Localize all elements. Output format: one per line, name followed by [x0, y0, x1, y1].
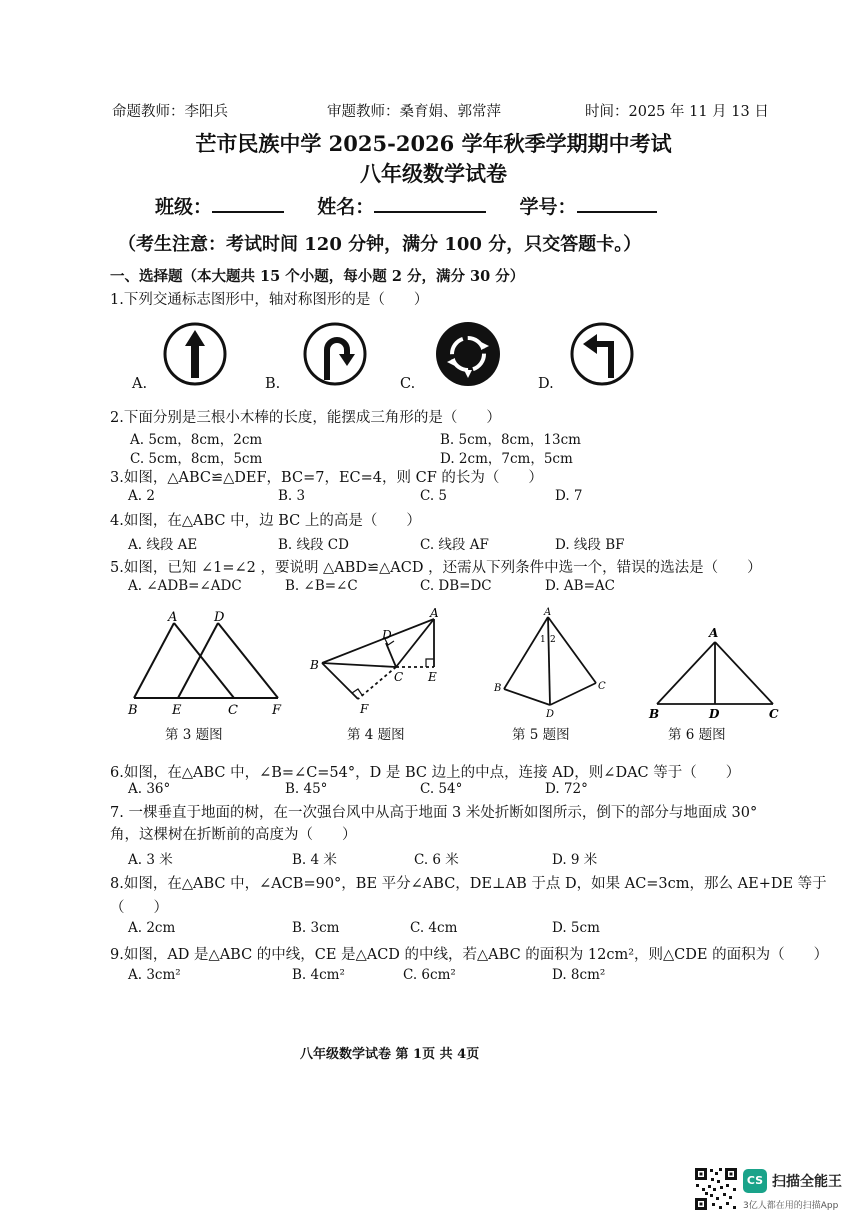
q1-option-a: A.: [132, 376, 148, 392]
q4-option-c: C. 线段 AF: [420, 537, 489, 553]
q7-option-a: A. 3 米: [128, 852, 173, 868]
q3-option-d: D. 7: [555, 488, 583, 504]
student-info: [155, 192, 657, 219]
figure-q6: [645, 620, 790, 720]
q8-option-d: D. 5cm: [552, 920, 600, 936]
fig5-label-1: 1: [540, 635, 546, 645]
q4-stem: 4.如图，在△ABC 中，边 BC 上的高是（ ）: [110, 513, 421, 529]
fig6-label-c: C: [769, 707, 779, 720]
q6-stem: 6.如图，在△ABC 中，∠B=∠C=54°，D 是 BC 边上的中点，连接 AD，则∠DAC 等于（ ）: [110, 765, 741, 781]
q2-stem: 2.下面分别是三根小木棒的长度，能摆成三角形的是（ ）: [110, 410, 501, 426]
section-heading: 一、选择题（本大题共 15 个小题，每小题 2 分，满分 30 分）: [110, 268, 525, 285]
q9-stem: 9.如图，AD 是△ABC 的中线，CE 是△ACD 的中线，若△ABC 的面积为 12cm²，则△CDE 的面积为（ ）: [110, 947, 829, 963]
page-footer: 八年级数学试卷 第 1页 共 4页: [300, 1047, 480, 1062]
q1-option-b: B.: [265, 376, 281, 392]
q2-option-a: A. 5cm，8cm，2cm: [130, 432, 263, 448]
id-label: 学号：: [519, 196, 577, 218]
q9-option-d: D. 8cm²: [552, 967, 606, 983]
fig3-label-a: A: [168, 610, 178, 625]
q3-option-a: A. 2: [128, 488, 155, 504]
name-label: 姓名：: [317, 196, 375, 218]
fig4-label-e: E: [428, 670, 437, 684]
author-line: 命题教师：李阳兵: [112, 104, 228, 120]
q8-stem-line1: 8.如图，在△ABC 中，∠ACB=90°，BE 平分∠ABC，DE⊥AB 于点 D，如果 AC=3cm，那么 AE+DE 等于: [110, 876, 827, 892]
q8-option-a: A. 2cm: [128, 920, 176, 936]
q7-option-c: C. 6 米: [414, 852, 459, 868]
class-field[interactable]: [212, 193, 284, 213]
fig5-label-b: B: [494, 683, 502, 694]
q9-option-b: B. 4cm²: [292, 967, 345, 983]
fig3-caption: 第 3 题图: [165, 727, 223, 743]
exam-subtitle: 八年级数学试卷: [360, 161, 507, 186]
q1-stem: 1.下列交通标志图形中，轴对称图形的是（ ）: [110, 292, 429, 308]
sign-c-roundabout-icon: [436, 322, 500, 386]
figure-q3: [120, 605, 300, 720]
q8-stem-line2: （ ）: [110, 900, 168, 916]
fig4-caption: 第 4 题图: [347, 727, 405, 743]
q8-option-b: B. 3cm: [292, 920, 340, 936]
sign-b-uturn-icon: [305, 324, 365, 384]
fig3-label-e: E: [172, 703, 182, 718]
q6-option-d: D. 72°: [545, 781, 588, 797]
q5-option-b: B. ∠B=∠C: [285, 578, 358, 594]
q5-option-a: A. ∠ADB=∠ADC: [128, 578, 242, 594]
fig3-label-f: F: [272, 703, 282, 718]
fig5-label-c: C: [598, 681, 606, 692]
fig6-label-b: B: [649, 707, 660, 720]
q3-option-b: B. 3: [278, 488, 306, 504]
scanner-brand: 扫描全能王: [772, 1174, 842, 1190]
name-field[interactable]: [374, 193, 486, 213]
date-line: 时间：2025 年 11 月 13 日: [585, 104, 769, 120]
fig6-caption: 第 6 题图: [668, 727, 726, 743]
q6-option-c: C. 54°: [420, 781, 463, 797]
q6-option-b: B. 45°: [285, 781, 328, 797]
fig3-label-d: D: [214, 610, 225, 625]
q3-option-c: C. 5: [420, 488, 448, 504]
sign-a-up-arrow-icon: [165, 324, 225, 384]
q2-option-c: C. 5cm，8cm，5cm: [130, 451, 263, 467]
exam-notice: （考生注意：考试时间 120 分钟，满分 100 分，只交答题卡。）: [118, 234, 642, 255]
scanner-logo-icon: CS: [743, 1169, 767, 1193]
q7-stem-line1: 7. 一棵垂直于地面的树，在一次强台风中从高于地面 3 米处折断如图所示，倒下的部分与地面成 30°: [110, 805, 758, 821]
figure-q5: [488, 605, 618, 720]
fig4-label-a: A: [430, 606, 439, 620]
qr-code-icon: [693, 1166, 739, 1212]
q3-stem: 3.如图，△ABC≌△DEF，BC=7，EC=4，则 CF 的长为（ ）: [110, 470, 543, 486]
fig5-label-2: 2: [550, 635, 556, 645]
fig5-label-d: D: [546, 709, 555, 720]
fig4-label-d: D: [382, 628, 392, 642]
q6-option-a: A. 36°: [128, 781, 171, 797]
q2-option-d: D. 2cm，7cm，5cm: [440, 451, 573, 467]
reviewer-line: 审题教师：桑育娟、郭常萍: [327, 104, 501, 120]
scanner-tagline: 3亿人都在用的扫描App: [743, 1201, 839, 1211]
fig4-label-c: C: [394, 670, 404, 684]
q4-option-a: A. 线段 AE: [128, 537, 198, 553]
sign-d-left-turn-icon: [572, 324, 632, 384]
q7-option-b: B. 4 米: [292, 852, 337, 868]
class-label: 班级：: [155, 196, 213, 218]
q5-option-c: C. DB=DC: [420, 578, 492, 594]
q4-option-b: B. 线段 CD: [278, 537, 349, 553]
fig3-label-c: C: [228, 703, 238, 718]
q9-option-a: A. 3cm²: [128, 967, 181, 983]
figure-q4: [300, 605, 460, 720]
fig3-label-b: B: [128, 703, 138, 718]
q7-option-d: D. 9 米: [552, 852, 598, 868]
fig5-caption: 第 5 题图: [512, 727, 570, 743]
fig4-label-b: B: [310, 658, 319, 672]
q8-option-c: C. 4cm: [410, 920, 458, 936]
q1-option-d: D.: [538, 376, 554, 392]
id-field[interactable]: [577, 193, 657, 213]
q1-option-c: C.: [400, 376, 416, 392]
q5-option-d: D. AB=AC: [545, 578, 615, 594]
fig6-label-d: D: [709, 707, 720, 720]
q4-option-d: D. 线段 BF: [555, 537, 625, 553]
fig4-label-f: F: [360, 702, 369, 716]
fig5-label-a: A: [544, 607, 552, 618]
q7-stem-line2: 角，这棵树在折断前的高度为（ ）: [110, 827, 357, 843]
q9-option-c: C. 6cm²: [403, 967, 456, 983]
q2-option-b: B. 5cm，8cm，13cm: [440, 432, 581, 448]
exam-title: 芒市民族中学 2025-2026 学年秋季学期期中考试: [195, 131, 672, 156]
fig6-label-a: A: [709, 626, 719, 640]
q5-stem: 5.如图，已知 ∠1=∠2 ，要说明 △ABD≌△ACD ，还需从下列条件中选一个，错误的选法是（ ）: [110, 560, 762, 576]
